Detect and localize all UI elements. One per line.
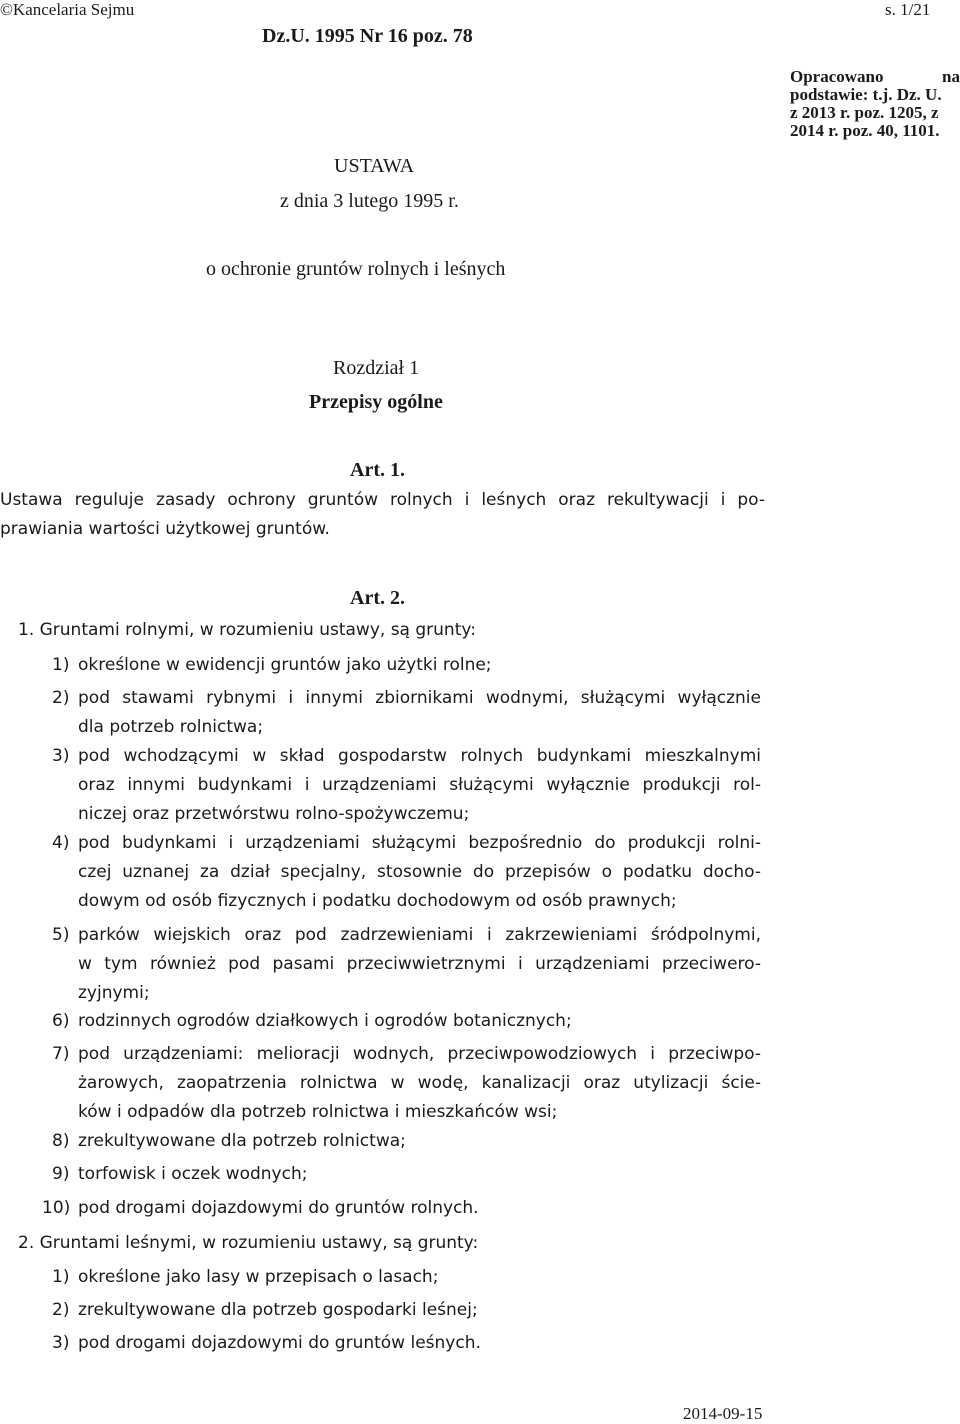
list-item-line: torfowisk i oczek wodnych; bbox=[78, 1164, 308, 1184]
list-item-line: czej uznanej za dział specjalny, stosownie do przepisów o podatku docho- bbox=[78, 862, 761, 882]
note-line-2: podstawie: t.j. Dz. U. bbox=[790, 85, 942, 104]
list-item-line: pod wchodzącymi w skład gospodarstw rolnych budynkami mieszkalnymi bbox=[78, 746, 761, 766]
list-item-number: 10) bbox=[42, 1198, 71, 1218]
list-item-line: pod drogami dojazdowymi do gruntów rolnych. bbox=[78, 1198, 479, 1218]
list-item-line: zyjnymi; bbox=[78, 983, 150, 1003]
list-item-text bbox=[78, 684, 761, 742]
list-item-text bbox=[78, 1127, 761, 1156]
list-item-line: żarowych, zaopatrzenia rolnictwa w wodę, kanalizacji oraz utylizacji ście- bbox=[78, 1073, 761, 1093]
list-item-text bbox=[78, 1040, 761, 1127]
list-item-text bbox=[78, 742, 761, 829]
list-item-number: 7) bbox=[52, 1044, 70, 1064]
list-item-line: rodzinnych ogrodów działkowych i ogrodów botanicznych; bbox=[78, 1011, 572, 1031]
act-date: z dnia 3 lutego 1995 r. bbox=[280, 190, 459, 212]
list-item-line: określone w ewidencji gruntów jako użytki rolne; bbox=[78, 655, 492, 675]
list-item-number: 4) bbox=[52, 833, 70, 853]
note-line-3: z 2013 r. poz. 1205, z bbox=[790, 103, 939, 122]
list-item-line: oraz innymi budynkami i urządzeniami służącymi wyłącznie produkcji rol- bbox=[78, 775, 761, 795]
list-item-text bbox=[78, 1160, 761, 1189]
list-item-line: pod drogami dojazdowymi do gruntów leśnych. bbox=[78, 1333, 481, 1353]
list-item-number: 2) bbox=[52, 688, 70, 708]
list-item-number: 6) bbox=[52, 1011, 70, 1031]
list-item-number: 3) bbox=[52, 746, 70, 766]
art-1-text bbox=[0, 486, 765, 544]
act-subject: o ochronie gruntów rolnych i leśnych bbox=[206, 258, 506, 280]
list-item-text bbox=[78, 829, 761, 916]
list-item-line: parków wiejskich oraz pod zadrzewieniami i zakrzewieniami śródpolnymi, bbox=[78, 925, 761, 945]
doc-reference: Dz.U. 1995 Nr 16 poz. 78 bbox=[262, 25, 473, 47]
list-item-line: w tym również pod pasami przeciwwietrznymi i urządzeniami przeciwero- bbox=[78, 954, 761, 974]
list-item-number: 2) bbox=[52, 1300, 70, 1320]
chapter-number: Rozdział 1 bbox=[333, 357, 420, 379]
art-2-paragraph-1-intro: 1. Gruntami rolnymi, w rozumieniu ustawy, są grunty: bbox=[18, 620, 476, 640]
chapter-name: Przepisy ogólne bbox=[309, 391, 443, 413]
list-item-text bbox=[78, 1296, 761, 1325]
list-item-number: 9) bbox=[52, 1164, 70, 1184]
list-item-line: niczej oraz przetwórstwu rolno-spożywczemu; bbox=[78, 804, 470, 824]
art-2-heading: Art. 2. bbox=[350, 587, 405, 609]
list-item-number: 5) bbox=[52, 925, 70, 945]
list-item-number: 8) bbox=[52, 1131, 70, 1151]
art-1-line: Ustawa reguluje zasady ochrony gruntów rolnych i leśnych oraz rekultywacji i po- bbox=[0, 490, 765, 510]
act-kind: USTAWA bbox=[334, 155, 415, 177]
list-item-number: 1) bbox=[52, 1267, 70, 1287]
header-source: ©Kancelaria Sejmu bbox=[0, 0, 135, 19]
note-line-1-word: Opracowano bbox=[790, 67, 884, 86]
list-item-line: zrekultywowane dla potrzeb rolnictwa; bbox=[78, 1131, 406, 1151]
note-line-1 bbox=[790, 68, 960, 86]
list-item-line: określone jako lasy w przepisach o lasach; bbox=[78, 1267, 439, 1287]
note-line-1-word: na bbox=[942, 67, 960, 86]
list-item-line: zrekultywowane dla potrzeb gospodarki leśnej; bbox=[78, 1300, 478, 1320]
list-item-text bbox=[78, 1007, 761, 1036]
art-2-paragraph-2-intro: 2. Gruntami leśnymi, w rozumieniu ustawy, są grunty: bbox=[18, 1233, 479, 1253]
list-item-text bbox=[78, 1194, 761, 1223]
list-item-number: 3) bbox=[52, 1333, 70, 1353]
art-1-line: prawiania wartości użytkowej gruntów. bbox=[0, 519, 330, 539]
header-page-number: s. 1/21 bbox=[885, 0, 931, 19]
art-1-heading: Art. 1. bbox=[350, 459, 405, 481]
editorial-note bbox=[790, 68, 960, 140]
note-line-4: 2014 r. poz. 40, 1101. bbox=[790, 121, 940, 140]
list-item-line: pod stawami rybnymi i innymi zbiornikami wodnymi, służącymi wyłącznie bbox=[78, 688, 761, 708]
list-item-line: pod urządzeniami: melioracji wodnych, przeciwpowodziowych i przeciwpo- bbox=[78, 1044, 761, 1064]
list-item-text bbox=[78, 921, 761, 1008]
list-item-line: ków i odpadów dla potrzeb rolnictwa i mieszkańców wsi; bbox=[78, 1102, 558, 1122]
list-item-text bbox=[78, 1329, 761, 1358]
list-item-text bbox=[78, 1263, 761, 1292]
list-item-number: 1) bbox=[52, 655, 70, 675]
footer-date: 2014-09-15 bbox=[683, 1404, 763, 1423]
list-item-line: dla potrzeb rolnictwa; bbox=[78, 717, 264, 737]
list-item-text bbox=[78, 651, 761, 680]
list-item-line: dowym od osób fizycznych i podatku dochodowym od osób prawnych; bbox=[78, 891, 677, 911]
list-item-line: pod budynkami i urządzeniami służącymi bezpośrednio do produkcji rolni- bbox=[78, 833, 761, 853]
